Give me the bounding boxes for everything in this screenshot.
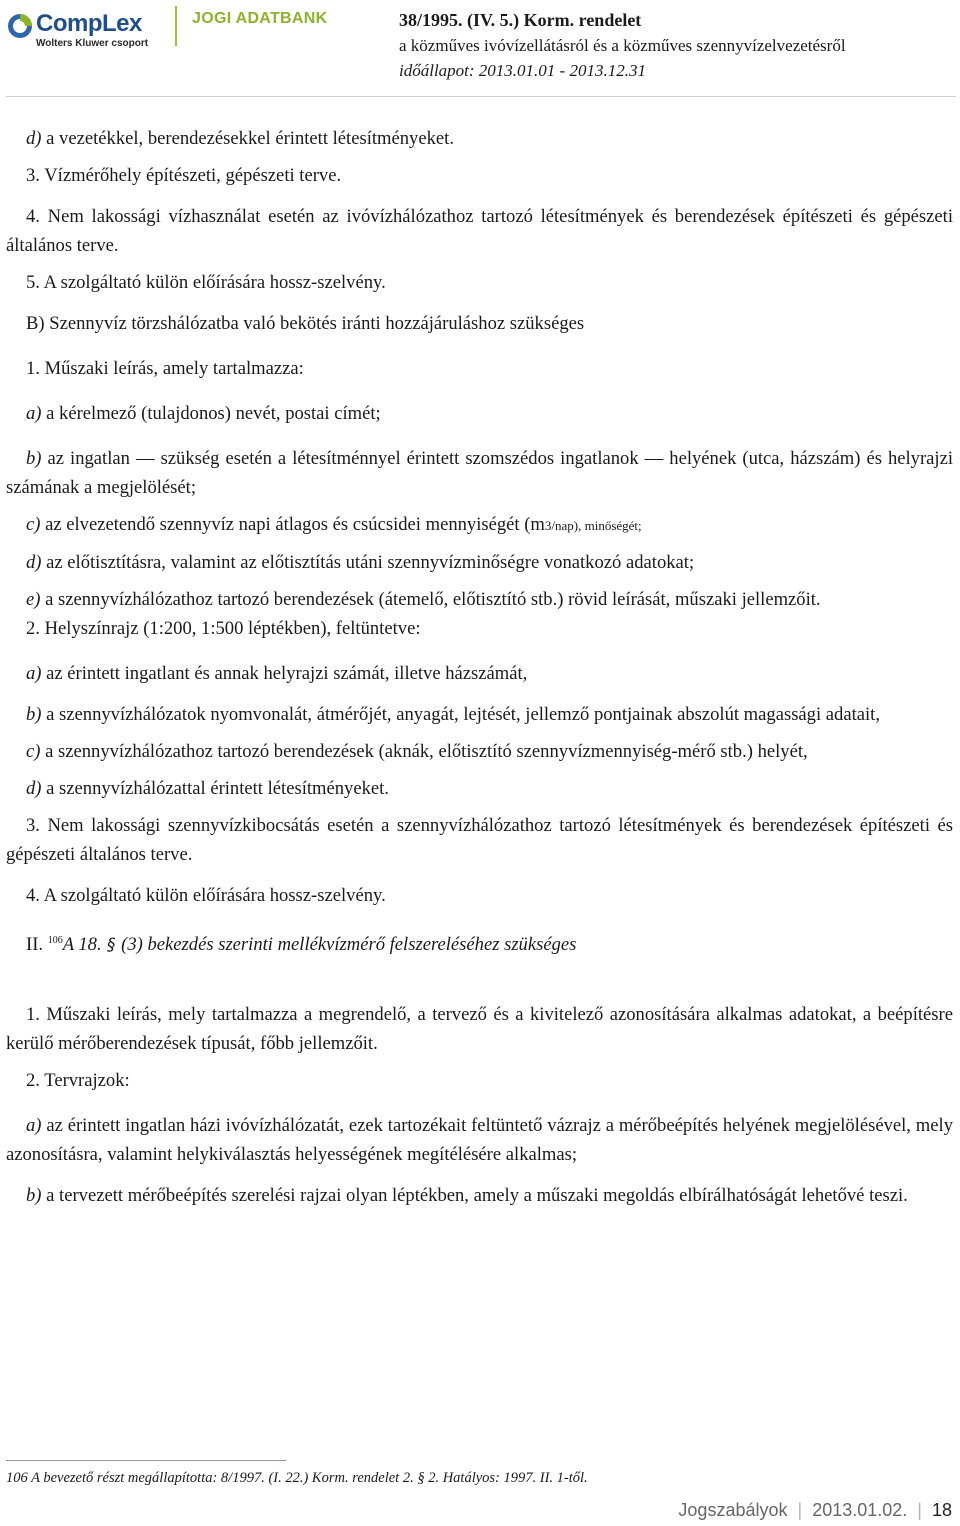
item-label: d) [26,778,42,799]
paragraph: 3. Nem lakossági szennyvízkibocsátás esetén a szennyvízhálózathoz tartozó létesítmények és berendezések építészeti és gépészeti általános terve. [6,815,953,865]
paragraph [6,548,953,577]
item-label: a) [26,403,42,424]
item-text: a szennyvízhálózathoz tartozó berendezések (aknák, előtisztító szennyvízmennyiség-mérő stb.) helyét, [40,741,808,762]
section-heading [6,926,953,960]
paragraph: 2. Helyszínrajz (1:200, 1:500 léptékben), feltüntetve: [26,618,421,639]
item-label: c) [26,514,41,535]
section-sign: § [106,935,117,956]
paragraph [6,774,953,803]
document-subtitle: a közműves ivóvízellátásról és a közműves szennyvízelvezetésről [399,36,846,55]
header-rule [6,96,956,97]
page-number: 18 [931,1500,952,1520]
complex-brand-name: CompLex [36,10,142,37]
footnote-reference: 106 [47,935,63,946]
item-label: d) [26,128,42,149]
jogi-adatbank-logo: JOGI ADATBANK [192,10,328,27]
complex-brand-sub: Wolters Kluwer csoport [36,38,149,49]
paragraph [6,444,953,502]
footnote: 106 A bevezető részt megállapította: 8/1997. (I. 22.) Korm. rendelet 2. § 2. Hatályos: 1997. II. 1-től. [6,1470,588,1486]
paragraph [6,510,953,540]
item-text: az elvezetendő szennyvíz napi átlagos és csúcsidei mennyiségét (m [40,514,545,535]
item-text: a kérelmező (tulajdonos) nevét, postai címét; [41,403,381,424]
item-label: c) [26,741,41,762]
paragraph: 4. A szolgáltató külön előírására hossz-szelvény. [26,885,386,906]
document-body [6,124,953,1210]
paragraph [6,585,953,614]
item-label: e) [26,589,41,610]
footer-date: 2013.01.02. [812,1500,908,1520]
item-text: a szennyvízhálózathoz tartozó berendezések (átemelő, előtisztító stb.) rövid leírását, műszaki jellemzőit. [40,589,821,610]
document-title: 38/1995. (IV. 5.) Korm. rendelet [399,10,642,30]
heading-lead: II. [26,934,48,956]
document-period: időállapot: 2013.01.01 - 2013.12.31 [399,61,646,80]
item-text: a vezetékkel, berendezésekkel érintett létesítményeket. [41,128,454,149]
footnote-rule [6,1460,286,1461]
item-text-tail: /nap), minőségét; [551,518,642,533]
item-text: az előtisztításra, valamint az előtisztítás utáni szennyvízminőségre vonatkozó adatokat; [41,552,695,573]
complex-mark-icon [6,12,34,40]
paragraph: 2. Tervrajzok: [26,1070,130,1092]
footer-separator: | [797,1500,803,1520]
paragraph [6,124,953,153]
heading-text: A 18. [62,934,107,956]
item-text: az érintett ingatlan házi ivóvízhálózatát, ezek tartozékait feltüntető vázrajz a mérőbeépítés helyének megjelölésével, mely azonosításra, valamint helykiválasztás helyességének megítélésére alkalmas; [6,1115,953,1166]
item-label: a) [26,663,42,684]
item-text: a szennyvízhálózatok nyomvonalát, átmérőjét, anyagát, lejtését, jellemző pontjainak abszolút magassági adatait, [41,704,880,725]
paragraph: 5. A szolgáltató külön előírására hossz-szelvény. [26,272,386,293]
section-heading: B) Szennyvíz törzshálózatba való bekötés iránti hozzájáruláshoz szükséges [26,313,585,334]
paragraph [6,737,953,766]
paragraph [6,659,953,688]
paragraph: 3. Vízmérőhely építészeti, gépészeti terve. [26,165,342,186]
paragraph [6,1181,953,1210]
footer-separator: | [917,1500,922,1520]
paragraph [6,1111,953,1169]
paragraph: 4. Nem lakossági vízhasználat esetén az ivóvízhálózathoz tartozó létesítmények és berendezések építészeti és gépészeti általános terve. [6,206,953,256]
item-label: b) [26,448,42,469]
paragraph [6,399,953,428]
item-text: az ingatlan ― szükség esetén a létesítménnyel érintett szomszédos ingatlanok ― helyének (utca, házszám) és helyrajzi számának a megjelölését; [6,448,953,498]
item-label: b) [26,1185,42,1207]
complex-logo [6,8,166,52]
item-label: d) [26,552,42,573]
document-meta [399,8,954,83]
item-text: a szennyvízhálózattal érintett létesítményeket. [41,778,389,799]
item-text: a tervezett mérőbeépítés szerelési rajzai olyan léptékben, amely a műszaki megoldás elbírálhatóságát lehetővé teszi. [41,1185,908,1207]
heading-text-rest: (3) bekezdés szerinti mellékvízmérő felszereléséhez szükséges [116,934,577,956]
footer-source: Jogszabályok [678,1500,788,1520]
item-label: a) [26,1115,42,1137]
unit-superscript: 3 [544,518,552,533]
item-text: az érintett ingatlant és annak helyrajzi számát, illetve házszámát, [41,663,528,684]
paragraph [6,700,953,729]
page-footer [678,1500,952,1521]
header-divider [175,6,177,46]
page-header [0,0,960,90]
paragraph: 1. Műszaki leírás, mely tartalmazza a megrendelő, a tervező és a kivitelező azonosítására alkalmas adatokat, a beépítésre kerülő mérőberendezések típusát, főbb jellemzőit. [6,1004,953,1055]
paragraph: 1. Műszaki leírás, amely tartalmazza: [26,358,304,379]
item-label: b) [26,704,42,725]
